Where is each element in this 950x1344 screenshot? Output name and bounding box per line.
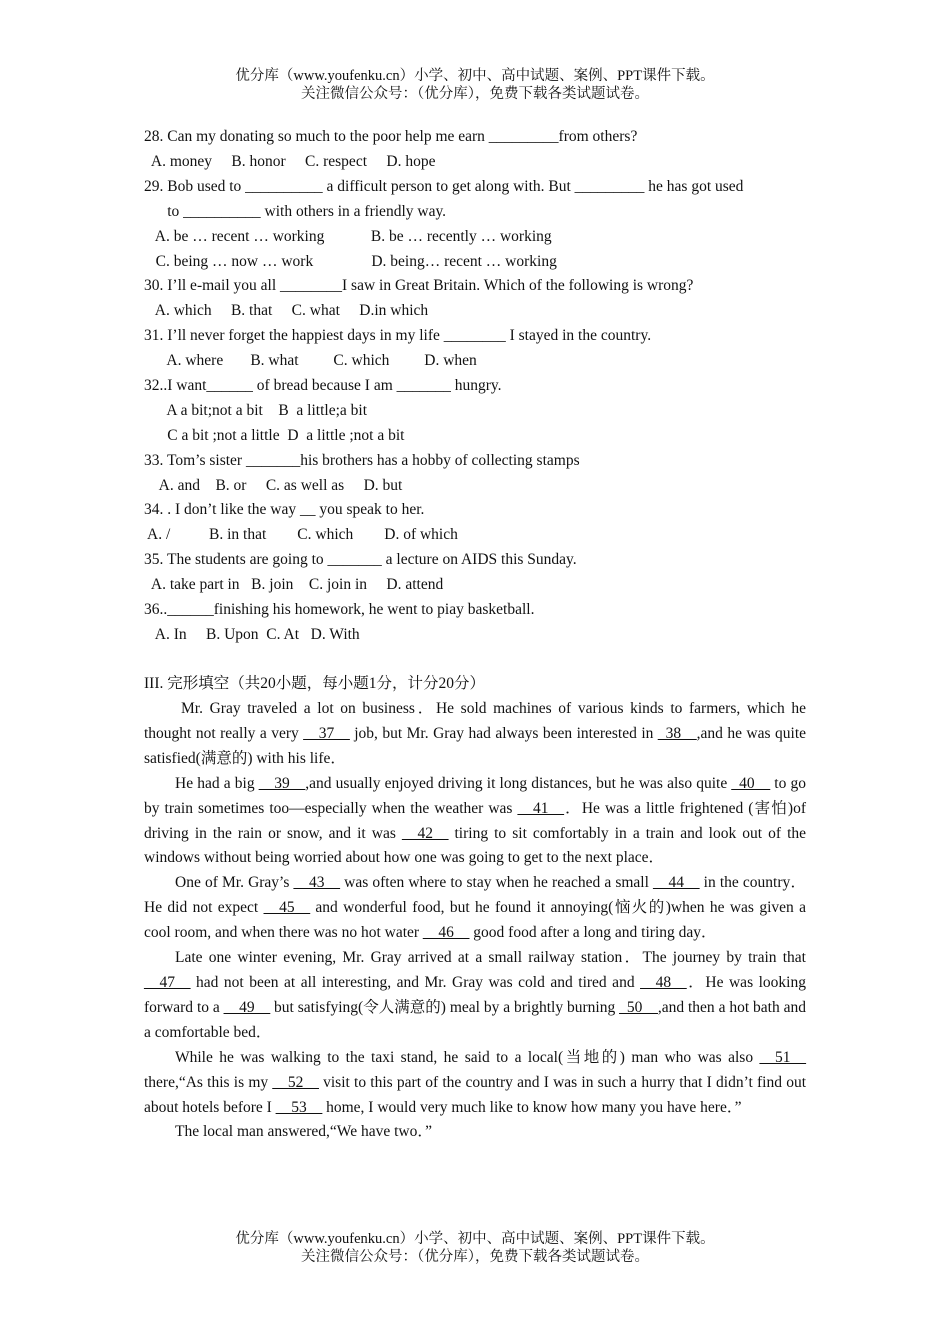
question-29: 29. Bob used to __________ a difficult person to get along with. But _________ he has got used	[144, 178, 744, 195]
question-35: 35. The students are going to _______ a lecture on AIDS this Sunday.	[144, 551, 577, 568]
passage-paragraph-5	[144, 1046, 806, 1121]
blank-46: __46__	[422, 924, 470, 942]
passage-text: job, but Mr. Gray had always been interested in	[349, 724, 658, 742]
options-33: A. and B. or C. as well as D. but	[144, 477, 403, 494]
options-31: A. where B. what C. which D. when	[144, 352, 477, 369]
blank-45: __45__	[263, 899, 311, 917]
passage-text: there,“As this is my	[144, 1073, 273, 1091]
passage-text: but satisfying(令人满意的) meal by a brightly burning	[270, 998, 620, 1016]
passage-text: He had a big	[175, 774, 259, 792]
question-33: 33. Tom’s sister _______his brothers has a hobby of collecting stamps	[144, 452, 580, 469]
question-30: 30. I’ll e-mail you all ________I saw in Great Britain. Which of the following is wrong?	[144, 277, 694, 294]
passage-text: visit to this part of the country and I was in such a hurry that I didn’t find out about hotels before I	[144, 1073, 807, 1116]
passage-text: had not been at all interesting, and Mr. Gray was cold and tired and	[190, 973, 641, 991]
blank-44: __44__	[653, 874, 700, 892]
blank-37: __37__	[303, 724, 350, 742]
blank-39: __39__	[258, 774, 306, 792]
cloze-passage	[144, 697, 806, 1145]
blank-49: __49__	[223, 998, 271, 1016]
passage-text: One of Mr. Gray’s	[175, 874, 294, 892]
options-35: A. take part in B. join C. join in D. attend	[144, 576, 444, 593]
page-header	[0, 67, 950, 103]
blank-38: _38__	[657, 724, 697, 742]
blank-52: __52__	[272, 1073, 319, 1091]
blank-53: __53__	[275, 1098, 323, 1116]
options-34: A. / B. in that C. which D. of which	[144, 526, 458, 543]
blank-40: _40__	[731, 774, 771, 792]
passage-text: ．He was looking forward to a	[144, 973, 806, 1016]
blank-48: __48__	[640, 973, 687, 991]
question-34: 34. . I don’t like the way __ you speak to her.	[144, 501, 425, 518]
options-32-ab: A a bit;not a bit B a little;a bit	[144, 402, 368, 419]
options-29-ab: A. be … recent … working B. be … recently … working	[144, 228, 552, 245]
blank-42: __42__	[401, 824, 449, 842]
blank-43: __43__	[293, 874, 341, 892]
passage-paragraph-2	[144, 772, 806, 872]
header-line-2: 关注微信公众号：（优分库），免费下载各类试题试卷。	[301, 86, 649, 102]
passage-text: ,and then a hot bath and a comfortable bed．	[144, 998, 806, 1041]
passage-paragraph-3	[144, 871, 806, 946]
passage-text: was often where to stay when he reached a small	[340, 874, 654, 892]
options-29-cd: C. being … now … work D. being… recent … working	[144, 253, 557, 270]
footer-line-2: 关注微信公众号：（优分库），免费下载各类试题试卷。	[301, 1249, 649, 1265]
question-36: 36..______finishing his homework, he went to piay basketball.	[144, 601, 535, 618]
blank-50: _50__	[619, 998, 658, 1016]
options-30: A. which B. that C. what D.in which	[144, 302, 429, 319]
passage-text: tiring to sit comfortably in a train and look out of the windows without being worried about how one was going to get to the next place．	[144, 824, 807, 867]
options-28: A. money B. honor C. respect D. hope	[144, 153, 436, 170]
passage-text: home, I would very much like to know how many you have here．”	[322, 1098, 742, 1116]
question-31: 31. I’ll never forget the happiest days in my life ________ I stayed in the country.	[144, 327, 652, 344]
page-footer	[0, 1230, 950, 1266]
passage-text: While he was walking to the taxi stand, he said to a local(当地的) man who was also	[175, 1048, 760, 1066]
section-title: III. 完形填空（共20小题，每小题1分，计分20分）	[144, 675, 485, 692]
options-36: A. In B. Upon C. At D. With	[144, 626, 360, 643]
header-line-1: 优分库（www.youfenku.cn）小学、初中、高中试题、案例、PPT课件下载。	[235, 68, 715, 84]
passage-text: in the country．He did not expect	[144, 874, 806, 917]
passage-text: ,and usually enjoyed driving it long distances, but he was also quite	[305, 774, 732, 792]
passage-text: The local man answered,“We have two．”	[175, 1123, 432, 1141]
question-29-cont: to __________ with others in a friendly way.	[144, 203, 447, 220]
passage-text: Late one winter evening, Mr. Gray arrived at a small railway station．The journey by train that	[175, 949, 806, 967]
blank-47: __47__	[144, 973, 191, 991]
passage-text: ．He was a little frightened (害怕)of driving in the rain or snow, and it was	[144, 799, 806, 842]
passage-text: good food after a long and tiring day．	[469, 924, 717, 942]
passage-text: to go by train sometimes too—especially when the weather was	[144, 774, 806, 817]
passage-text: Mr. Gray traveled a lot on business．He sold machines of various kinds to farmers, which he thought not really a very	[144, 700, 806, 742]
passage-text: ,and he was quite satisfied(满意的) with his life．	[144, 724, 807, 767]
passage-text: and wonderful food, but he found it annoying(恼火的)when he was given a cool room, and when there was no hot water	[144, 899, 806, 942]
blank-51: __51__	[759, 1048, 806, 1066]
blank-41: __41__	[517, 799, 565, 817]
footer-line-1: 优分库（www.youfenku.cn）小学、初中、高中试题、案例、PPT课件下载。	[235, 1231, 715, 1247]
passage-paragraph-6	[144, 1120, 806, 1145]
passage-paragraph-4	[144, 946, 806, 1046]
question-32: 32..I want______ of bread because I am _______ hungry.	[144, 377, 502, 394]
passage-paragraph-1	[144, 697, 806, 772]
question-28: 28. Can my donating so much to the poor help me earn _________from others?	[144, 128, 638, 145]
options-32-cd: C a bit ;not a little D a little ;not a bit	[144, 427, 405, 444]
